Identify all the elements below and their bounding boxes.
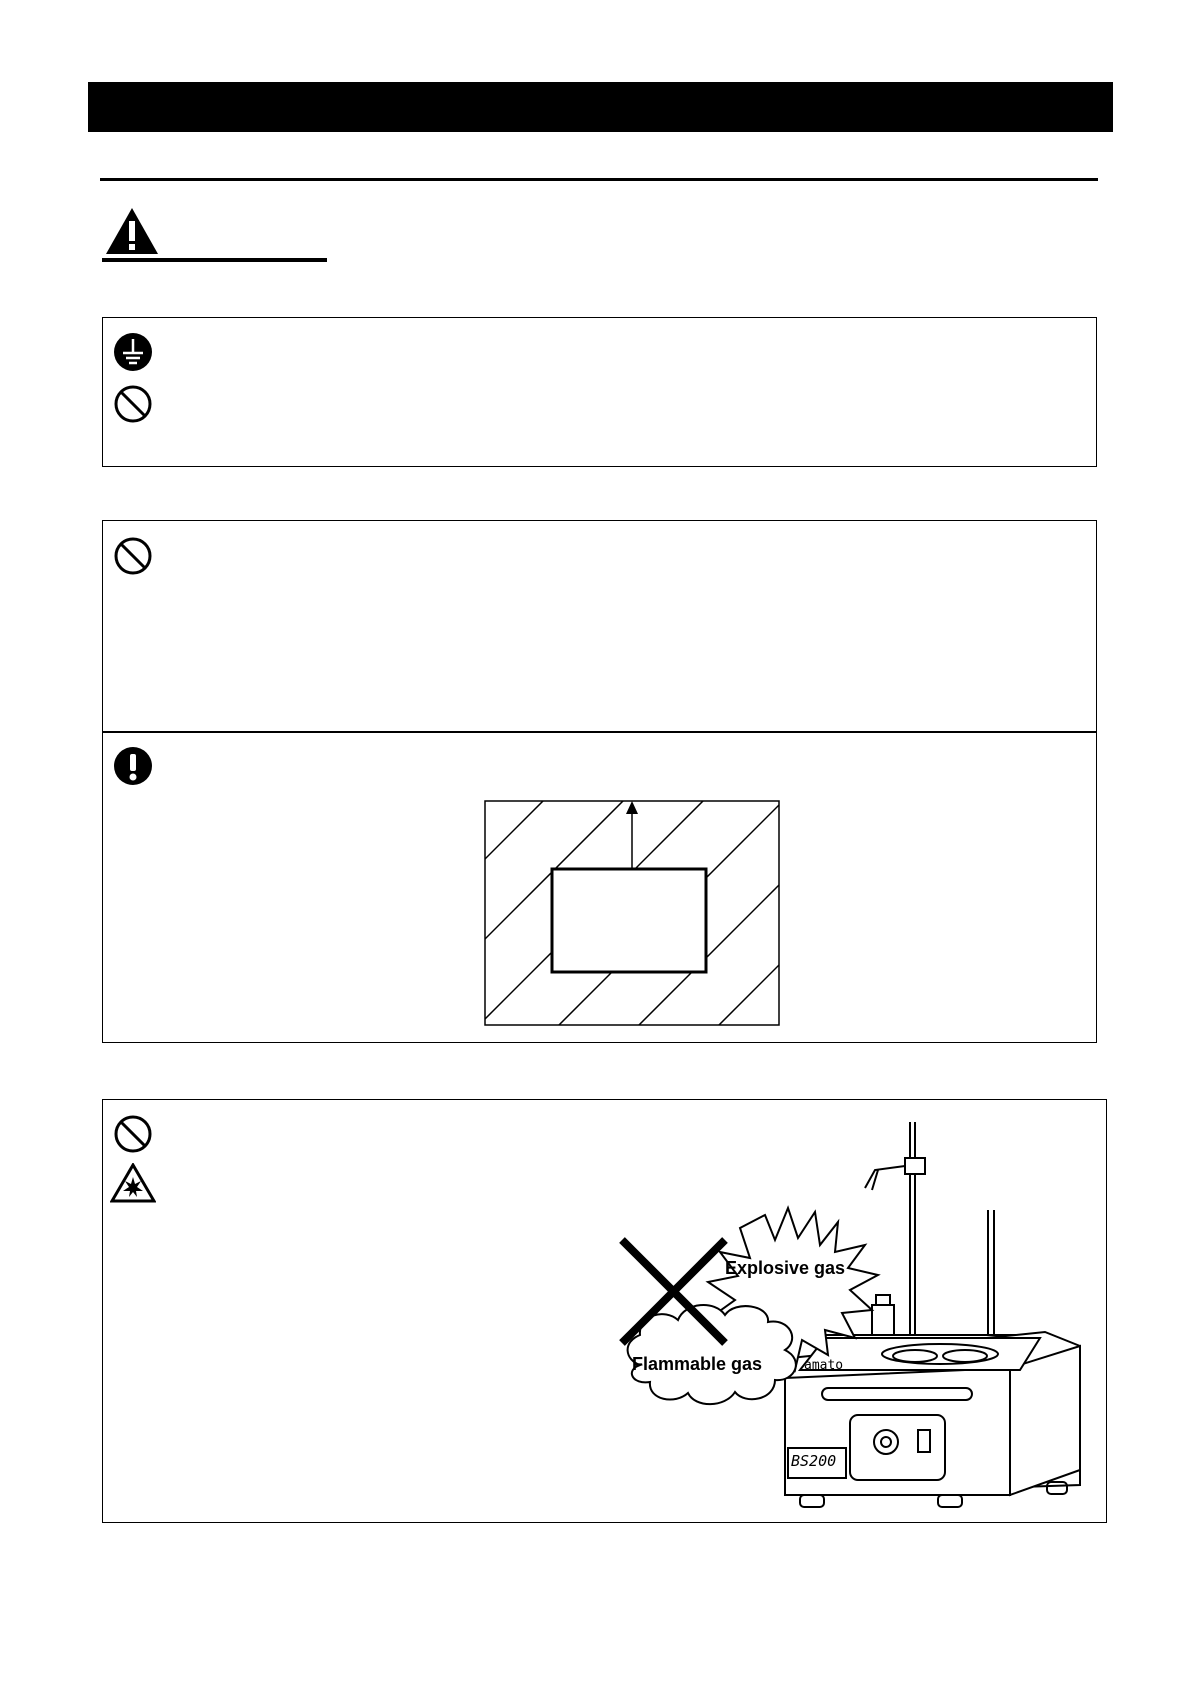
prohibition-icon <box>113 1114 153 1154</box>
grounding-box <box>102 317 1097 467</box>
brand-label: amato <box>804 1358 844 1373</box>
warning-triangle-icon <box>104 206 160 256</box>
flammable-gas-label: Flammable gas <box>632 1354 763 1374</box>
mandatory-action-icon <box>113 746 153 786</box>
section-rule <box>100 178 1098 181</box>
ground-icon <box>113 332 153 372</box>
prohibition-icon <box>113 536 153 576</box>
explosion-hazard-icon <box>110 1163 156 1203</box>
clearance-diagram <box>484 800 780 1026</box>
installation-divider <box>102 731 1097 733</box>
explosive-gas-label: Explosive gas <box>725 1258 846 1278</box>
model-label: BS200 <box>791 1452 837 1470</box>
warning-underline <box>102 258 327 262</box>
header-bar <box>88 82 1113 132</box>
prohibition-icon <box>113 384 153 424</box>
illustration <box>610 1110 1100 1515</box>
